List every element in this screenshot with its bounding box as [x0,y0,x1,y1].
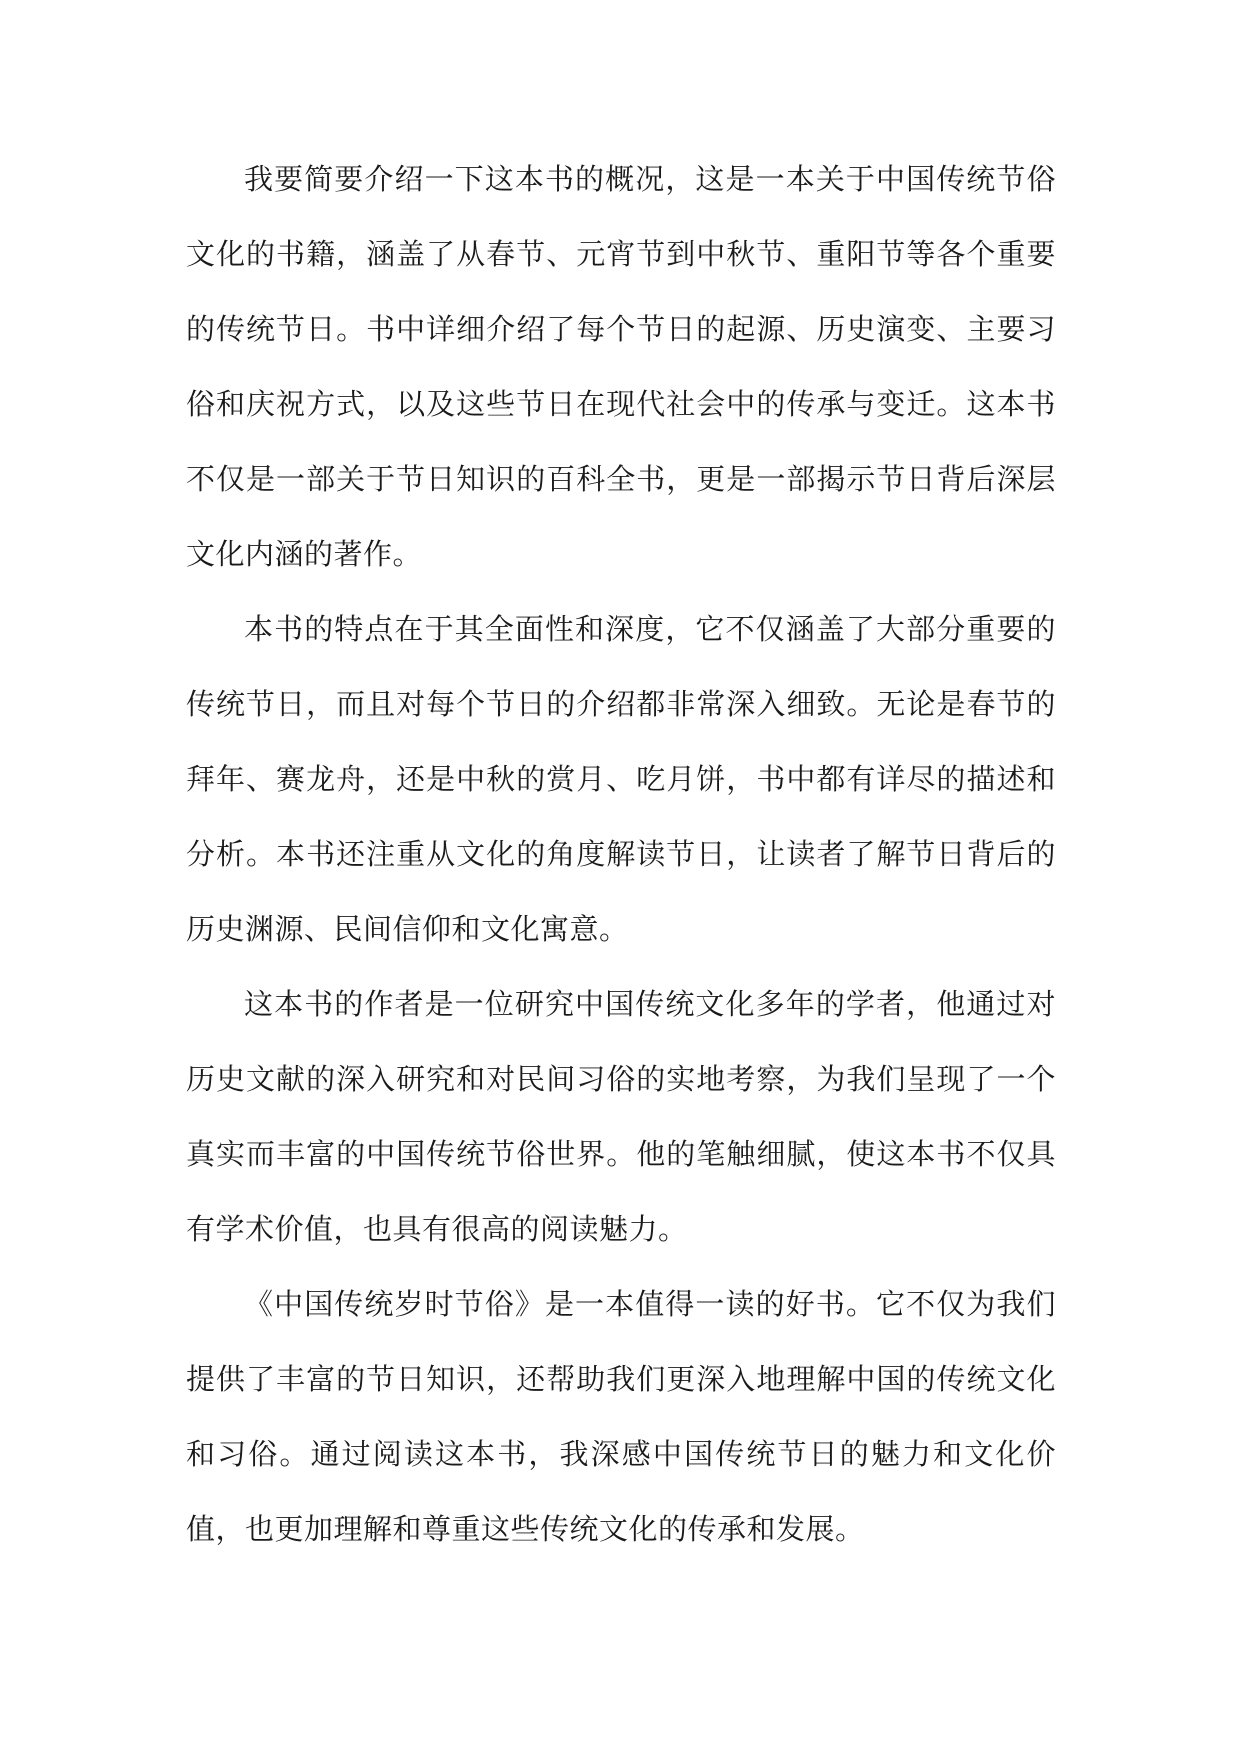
document-body [186,142,1056,1567]
paragraph-4: 《中国传统岁时节俗》是一本值得一读的好书。它不仅为我们提供了丰富的节日知识，还帮助我们更深入地理解中国的传统文化和习俗。通过阅读这本书，我深感中国传统节日的魅力和文化价值，也更加理解和尊重这些传统文化的传承和发展。 [186,1287,1056,1546]
paragraph-3: 这本书的作者是一位研究中国传统文化多年的学者，他通过对历史文献的深入研究和对民间习俗的实地考察，为我们呈现了一个真实而丰富的中国传统节俗世界。他的笔触细腻，使这本书不仅具有学术价值，也具有很高的阅读魅力。 [186,987,1056,1246]
paragraph-1: 我要简要介绍一下这本书的概况，这是一本关于中国传统节俗文化的书籍，涵盖了从春节、元宵节到中秋节、重阳节等各个重要的传统节日。书中详细介绍了每个节日的起源、历史演变、主要习俗和庆祝方式，以及这些节日在现代社会中的传承与变迁。这本书不仅是一部关于节日知识的百科全书，更是一部揭示节日背后深层文化内涵的著作。 [186,162,1056,571]
paragraph-2: 本书的特点在于其全面性和深度，它不仅涵盖了大部分重要的传统节日，而且对每个节日的介绍都非常深入细致。无论是春节的拜年、赛龙舟，还是中秋的赏月、吃月饼，书中都有详尽的描述和分析。本书还注重从文化的角度解读节日，让读者了解节日背后的历史渊源、民间信仰和文化寓意。 [186,612,1056,946]
